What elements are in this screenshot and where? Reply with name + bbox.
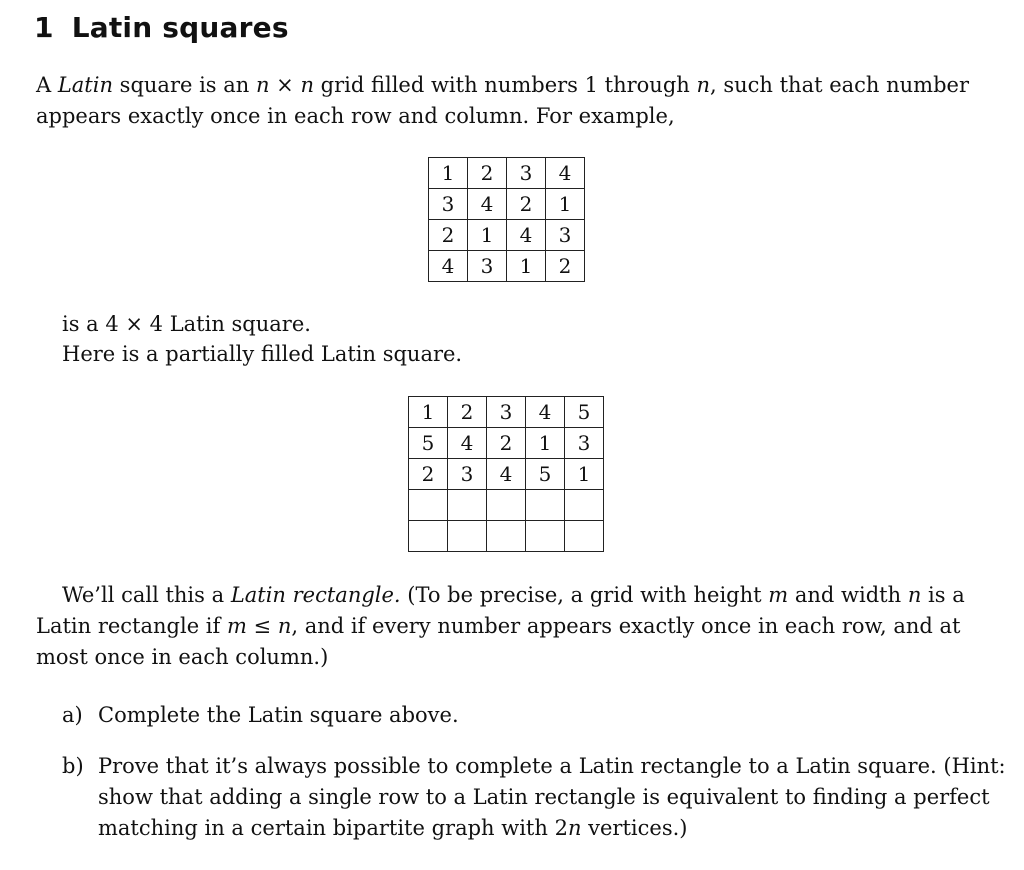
partial-grid-cell (487, 521, 526, 552)
partial-grid-cell: 5 (526, 459, 565, 490)
example-grid-cell: 4 (546, 158, 585, 189)
example-grid-cell: 3 (429, 189, 468, 220)
example-grid-cell: 1 (468, 220, 507, 251)
grid-row (409, 397, 604, 428)
intro-paragraph (36, 70, 986, 132)
example-grid-cell: 3 (546, 220, 585, 251)
rect-text-3: and width (788, 583, 908, 607)
partial-grid-cell: 1 (526, 428, 565, 459)
partial-grid-cell (409, 490, 448, 521)
example-latin-square (428, 157, 585, 282)
partial-grid-cell (448, 490, 487, 521)
question-b-text-2: vertices.) (581, 816, 688, 840)
rect-math-ineq: m ≤ n (226, 614, 292, 638)
question-a (62, 700, 1018, 731)
question-b-math-n: n (567, 816, 582, 840)
partial-grid-cell (565, 521, 604, 552)
grid-row (409, 428, 604, 459)
partial-grid-cell: 1 (565, 459, 604, 490)
latin-rectangle-definition (36, 580, 986, 673)
question-a-text: Complete the Latin square above. (98, 703, 459, 727)
partial-grid-cell: 2 (409, 459, 448, 490)
section-heading (34, 8, 289, 48)
grid-row (429, 220, 585, 251)
partial-grid-cell: 4 (487, 459, 526, 490)
rect-math-m: m (768, 583, 789, 607)
question-b-text-1: Prove that it’s always possible to complete a Latin rectangle to a Latin square. (Hint: show that adding a single row to a Latin rectangle is equivalent to finding a perfect matching in a certain bipartite graph with 2 (98, 754, 1006, 840)
partial-grid-cell: 2 (487, 428, 526, 459)
partial-grid-cell (565, 490, 604, 521)
partial-grid-cell (526, 521, 565, 552)
example-grid-cell: 4 (429, 251, 468, 282)
grid-row (409, 521, 604, 552)
question-a-label: a) (62, 703, 83, 727)
example-grid-cell: 3 (468, 251, 507, 282)
partial-grid-cell (526, 490, 565, 521)
partial-grid-cell: 4 (526, 397, 565, 428)
rect-term: Latin rectangle. (230, 583, 401, 607)
example-grid-cell: 2 (468, 158, 507, 189)
partial-grid-cell: 5 (409, 428, 448, 459)
section-number: 1 (34, 11, 54, 44)
partial-grid-cell: 3 (487, 397, 526, 428)
rect-text-2: (To be precise, a grid with height (400, 583, 769, 607)
rect-text-5: , and if every number appears exactly once in each row, and at most once in each column.) (36, 614, 961, 669)
example-grid-cell: 4 (468, 189, 507, 220)
partial-grid-cell: 3 (565, 428, 604, 459)
rect-text-4: is a Latin rectangle if (36, 583, 965, 638)
example-grid-cell: 2 (429, 220, 468, 251)
intro-text-3: grid filled with numbers 1 through (313, 73, 697, 97)
rect-text-1: We’ll call this a (62, 583, 231, 607)
intro-text-4: , such that each number appears exactly once in each row and column. For example, (36, 73, 969, 128)
partial-intro: Here is a partially filled Latin square. (62, 342, 463, 366)
example-grid-cell: 1 (507, 251, 546, 282)
partial-latin-square (408, 396, 604, 552)
grid-row (429, 189, 585, 220)
intro-text-2: square is an (113, 73, 256, 97)
section-title: Latin squares (71, 11, 289, 44)
example-grid-cell: 4 (507, 220, 546, 251)
grid-row (409, 459, 604, 490)
partial-grid-cell: 1 (409, 397, 448, 428)
grid-row (409, 490, 604, 521)
partial-grid-cell: 5 (565, 397, 604, 428)
intro-math-n-by-n: n × n (255, 73, 314, 97)
question-b (62, 751, 1018, 844)
example-grid-cell: 3 (507, 158, 546, 189)
partial-grid-cell (448, 521, 487, 552)
grid-row (429, 251, 585, 282)
example-caption: is a 4 × 4 Latin square. (62, 312, 311, 336)
example-grid-cell: 2 (507, 189, 546, 220)
intro-math-n: n (696, 73, 710, 97)
partial-grid-cell (487, 490, 526, 521)
partial-grid-cell (409, 521, 448, 552)
example-grid-cell: 2 (546, 251, 585, 282)
question-b-label: b) (62, 754, 84, 778)
grid-row (429, 158, 585, 189)
example-grid-cell: 1 (546, 189, 585, 220)
example-grid-cell: 1 (429, 158, 468, 189)
intro-term-latin: Latin (57, 73, 113, 97)
partial-grid-cell: 3 (448, 459, 487, 490)
intro-text-1: A (36, 73, 58, 97)
partial-grid-cell: 2 (448, 397, 487, 428)
rect-math-n: n (907, 583, 922, 607)
partial-grid-cell: 4 (448, 428, 487, 459)
